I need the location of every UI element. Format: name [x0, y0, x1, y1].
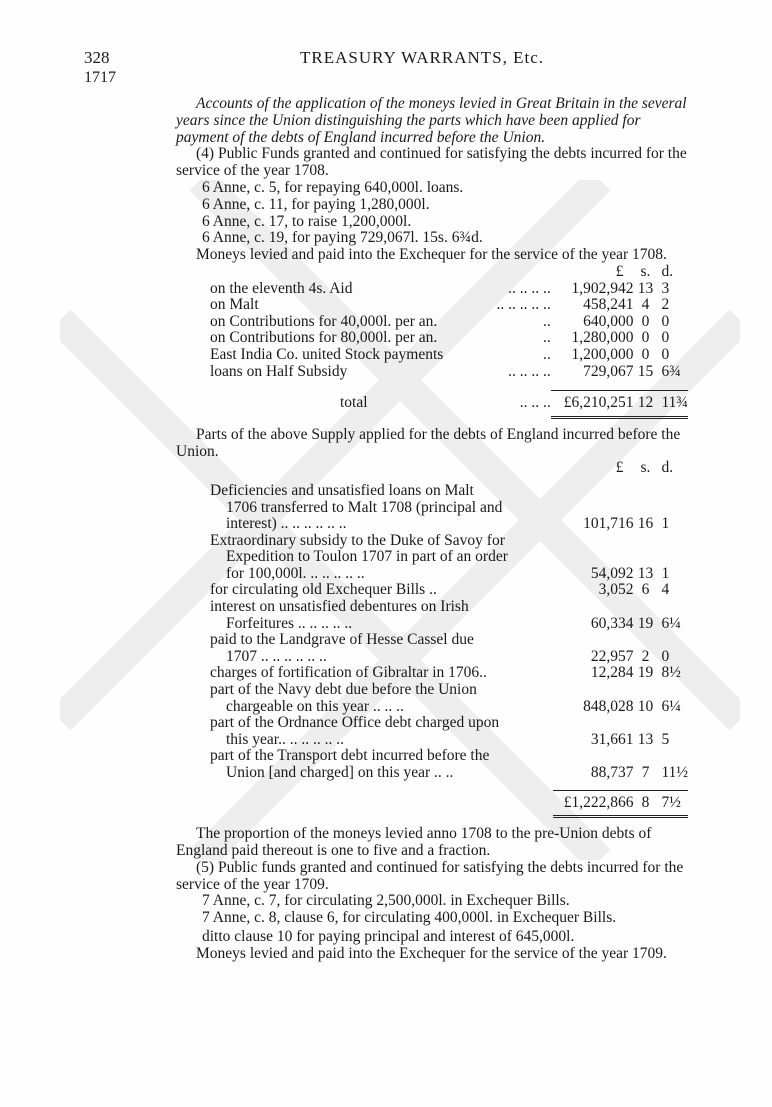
pounds: 729,067 — [583, 362, 634, 380]
pence: 2 — [661, 296, 670, 314]
pence: 4 — [661, 581, 670, 599]
total-pounds: £6,210,251 — [551, 391, 634, 412]
pence: 0 — [661, 647, 670, 665]
shillings: 0 — [641, 329, 650, 347]
section5-heading: (5) Public funds granted and continued for satisfying the debts incurred for the service of the year 1709. — [176, 858, 684, 893]
row-label: on Malt — [210, 296, 259, 314]
pounds: 1,280,000 — [571, 329, 634, 347]
pence: 0 — [661, 345, 670, 363]
col-pounds: £ — [615, 459, 624, 477]
total-row — [210, 790, 688, 811]
row-label: Union [and charged] on this year .. .. — [226, 764, 454, 781]
row-label: East India Co. united Stock payments — [210, 345, 444, 363]
applied-heading: Parts of the above Supply applied for the debts of England incurred before the Union. — [176, 425, 681, 460]
row-label: for circulating old Exchequer Bills .. — [210, 581, 437, 599]
shillings: 13 — [637, 564, 654, 582]
table-row — [210, 330, 688, 347]
table-row — [210, 483, 688, 533]
running-title: TREASURY WARRANTS, Etc. — [300, 48, 545, 67]
act-line: 7 Anne, c. 7, for circulating 2,500,000l. in Exchequer Bills. — [202, 892, 570, 910]
act-line: 6 Anne, c. 11, for paying 1,280,000l. — [202, 195, 430, 213]
row-label: on Contributions for 80,000l. per an. — [210, 329, 438, 347]
table-row — [210, 281, 688, 298]
row-label: part of the Ordnance Office debt charged upon — [210, 714, 500, 732]
applied-table — [210, 460, 688, 818]
row-label: on the eleventh 4s. Aid — [210, 279, 353, 297]
table-row — [210, 682, 688, 715]
total-label: total — [340, 394, 368, 412]
row-label: for 100,000l. .. .. .. .. .. — [226, 564, 365, 582]
total-shillings: 8 — [633, 790, 657, 811]
shillings: 16 — [637, 515, 654, 533]
row-label: 1706 transferred to Malt 1708 (principal and — [226, 498, 503, 516]
row-label: Forfeitures .. .. .. .. .. — [226, 614, 353, 632]
leader: .. .. .. .. .. — [496, 296, 551, 314]
row-label: charges of fortification of Gibraltar in 1706.. — [210, 664, 487, 682]
pence: 0 — [661, 312, 670, 330]
act-line: 6 Anne, c. 17, to raise 1,200,000l. — [202, 212, 412, 230]
col-pence: d. — [661, 459, 674, 477]
shillings: 0 — [641, 312, 650, 330]
table-row — [210, 715, 688, 748]
pence: 11½ — [661, 764, 688, 781]
table-row — [210, 297, 688, 314]
act-line: 6 Anne, c. 19, for paying 729,067l. 15s. 6¾d. — [202, 229, 483, 247]
col-pounds: £ — [615, 262, 624, 280]
pence: 5 — [661, 730, 670, 748]
shillings: 2 — [641, 647, 650, 665]
row-label: loans on Half Subsidy — [210, 362, 348, 380]
row-label: on Contributions for 40,000l. per an. — [210, 312, 438, 330]
pence: 1 — [661, 564, 670, 582]
page-body — [176, 96, 688, 963]
row-label: Extraordinary subsidy to the Duke of Savoy for — [210, 531, 505, 549]
proportion-paragraph: The proportion of the moneys levied anno 1708 to the pre-Union debts of England paid thereout is one to five and a fraction. — [176, 825, 652, 859]
pence: 0 — [661, 329, 670, 347]
pence: 3 — [661, 279, 670, 297]
pounds: 54,092 — [590, 564, 634, 582]
shillings: 15 — [637, 362, 654, 380]
levied-heading-1709: Moneys levied and paid into the Exchequer for the service of the year 1709. — [196, 944, 667, 962]
shillings: 19 — [637, 664, 654, 682]
total-pounds: £1,222,866 — [553, 790, 633, 811]
pounds: 848,028 — [583, 697, 634, 715]
shillings: 0 — [641, 345, 650, 363]
section4-heading: (4) Public Funds granted and continued for satisfying the debts incurred for the service of the year 1708. — [176, 145, 687, 180]
row-label: chargeable on this year .. .. .. — [226, 697, 404, 715]
shillings: 10 — [637, 697, 654, 715]
shillings: 13 — [637, 730, 654, 748]
table-row — [210, 582, 688, 599]
table-row — [210, 364, 688, 381]
row-label: Expedition to Toulon 1707 in part of an order — [226, 548, 508, 566]
col-shillings: s. — [640, 262, 651, 280]
margin-year: 1717 — [84, 69, 116, 86]
shillings: 6 — [641, 581, 650, 599]
pounds: 1,200,000 — [571, 345, 634, 363]
pounds: 101,716 — [583, 515, 634, 533]
shillings: 19 — [637, 614, 654, 632]
intro-paragraph: Accounts of the application of the moneys levied in Great Britain in the several years since the Union distinguishing the parts which have been applied for payment of the debts of England incurred before the Union. — [176, 95, 687, 146]
table-row — [210, 599, 688, 632]
row-label: part of the Transport debt incurred before the — [210, 747, 490, 765]
row-label: interest) .. .. .. .. .. .. — [226, 515, 347, 533]
pence: 6¾ — [661, 362, 681, 380]
pounds: 31,661 — [590, 730, 634, 748]
col-shillings: s. — [640, 459, 651, 477]
row-label: part of the Navy debt due before the Union — [210, 681, 477, 699]
act-line: 6 Anne, c. 5, for repaying 640,000l. loans. — [202, 178, 464, 196]
pounds: 3,052 — [598, 581, 634, 599]
leader: .. .. .. .. — [508, 362, 551, 380]
total-pence: 7½ — [657, 790, 688, 811]
pounds: 22,957 — [590, 647, 634, 665]
leader: .. — [543, 345, 551, 363]
pounds: 640,000 — [583, 312, 634, 330]
pounds: 1,902,942 — [571, 279, 634, 297]
leader: .. — [543, 312, 551, 330]
leader: .. — [543, 329, 551, 347]
act-line: 7 Anne, c. 8, clause 6, for circulating 400,000l. in Exchequer Bills. — [202, 909, 617, 927]
table-row — [210, 748, 688, 781]
col-pence: d. — [661, 262, 674, 280]
shillings: 4 — [641, 296, 650, 314]
leader: .. .. .. — [519, 394, 551, 412]
pounds: 88,737 — [590, 764, 634, 781]
row-label: interest on unsatisfied debentures on Irish — [210, 598, 469, 616]
table-row — [210, 314, 688, 331]
table-row — [210, 632, 688, 665]
pounds: 12,284 — [590, 664, 634, 682]
row-label: this year.. .. .. .. .. .. — [226, 730, 344, 748]
table-row — [210, 347, 688, 364]
shillings: 7 — [641, 764, 650, 781]
page-number: 328 — [84, 48, 110, 67]
pence: 8½ — [661, 664, 681, 682]
act-line: ditto clause 10 for paying principal and interest of 645,000l. — [202, 927, 575, 945]
levied-heading-1708: Moneys levied and paid into the Exchequer for the service of the year 1708. — [196, 246, 667, 264]
levied-table-1708 — [210, 264, 688, 419]
pounds: 458,241 — [583, 296, 634, 314]
row-label: 1707 .. .. .. .. .. .. — [226, 647, 327, 665]
pence: 6¼ — [661, 614, 681, 632]
row-label: Deficiencies and unsatisfied loans on Malt — [210, 481, 474, 499]
row-label: paid to the Landgrave of Hesse Cassel due — [210, 631, 474, 649]
pence: 1 — [661, 515, 670, 533]
total-row — [210, 391, 688, 412]
total-pence: 11¾ — [657, 391, 688, 412]
pence: 6¼ — [661, 697, 681, 715]
total-shillings: 12 — [633, 391, 657, 412]
leader: .. .. .. .. — [508, 279, 551, 297]
table-row — [210, 533, 688, 583]
shillings: 13 — [637, 279, 654, 297]
pounds: 60,334 — [590, 614, 634, 632]
table-row — [210, 665, 688, 682]
